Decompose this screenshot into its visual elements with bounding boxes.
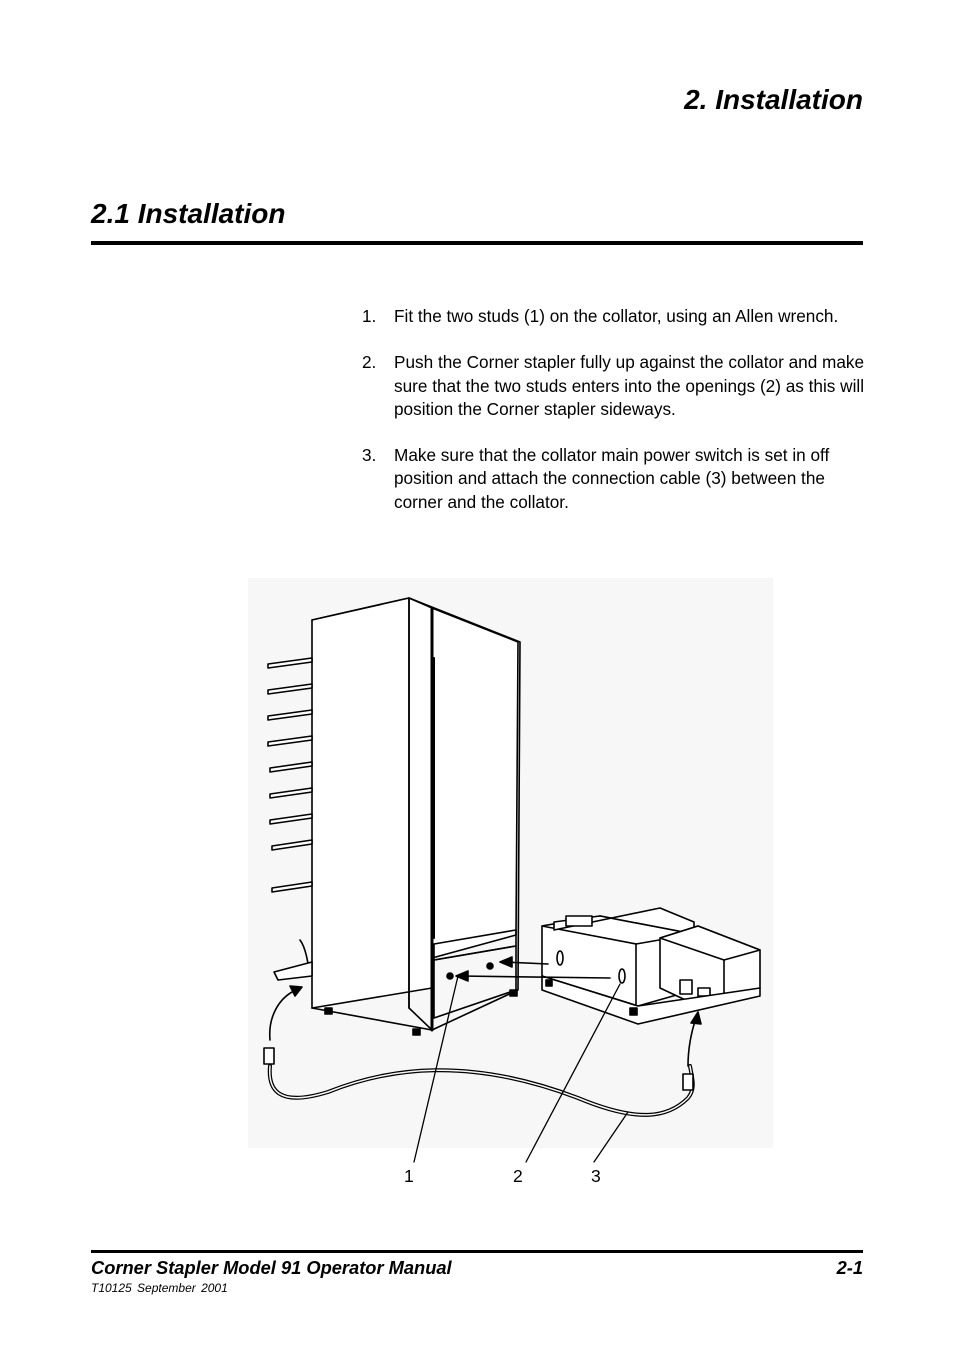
callout-3: 3 — [591, 1166, 601, 1186]
installation-steps — [362, 305, 867, 537]
footer-doc-ref: T10125 September 2001 — [91, 1281, 228, 1295]
step-number: 1. — [362, 306, 377, 326]
step-text: Push the Corner stapler fully up against the collator and make sure that the two studs enters into the openings (2) as this will position the Corner stapler sideways. — [394, 352, 865, 419]
collator-stapler-illustration — [248, 578, 778, 1198]
section-rule — [91, 241, 863, 245]
step-text: Fit the two studs (1) on the collator, using an Allen wrench. — [394, 306, 839, 326]
installation-figure — [248, 578, 778, 1198]
footer-page-number: 2-1 — [836, 1257, 863, 1278]
step-text: Make sure that the collator main power switch is set in off position and attach the connection cable (3) between the corner and the collator. — [394, 445, 830, 512]
step-2 — [362, 351, 867, 421]
section-title: 2.1 Installation — [91, 198, 286, 229]
step-3 — [362, 444, 867, 514]
step-number: 2. — [362, 352, 377, 373]
callout-1: 1 — [404, 1166, 414, 1186]
step-number: 3. — [362, 445, 377, 466]
footer-rule — [91, 1250, 863, 1253]
callout-2: 2 — [513, 1166, 523, 1186]
step-1 — [362, 305, 867, 328]
footer-manual-title: Corner Stapler Model 91 Operator Manual — [91, 1257, 452, 1278]
collator — [312, 598, 520, 1035]
chapter-title: 2. Installation — [684, 84, 863, 115]
